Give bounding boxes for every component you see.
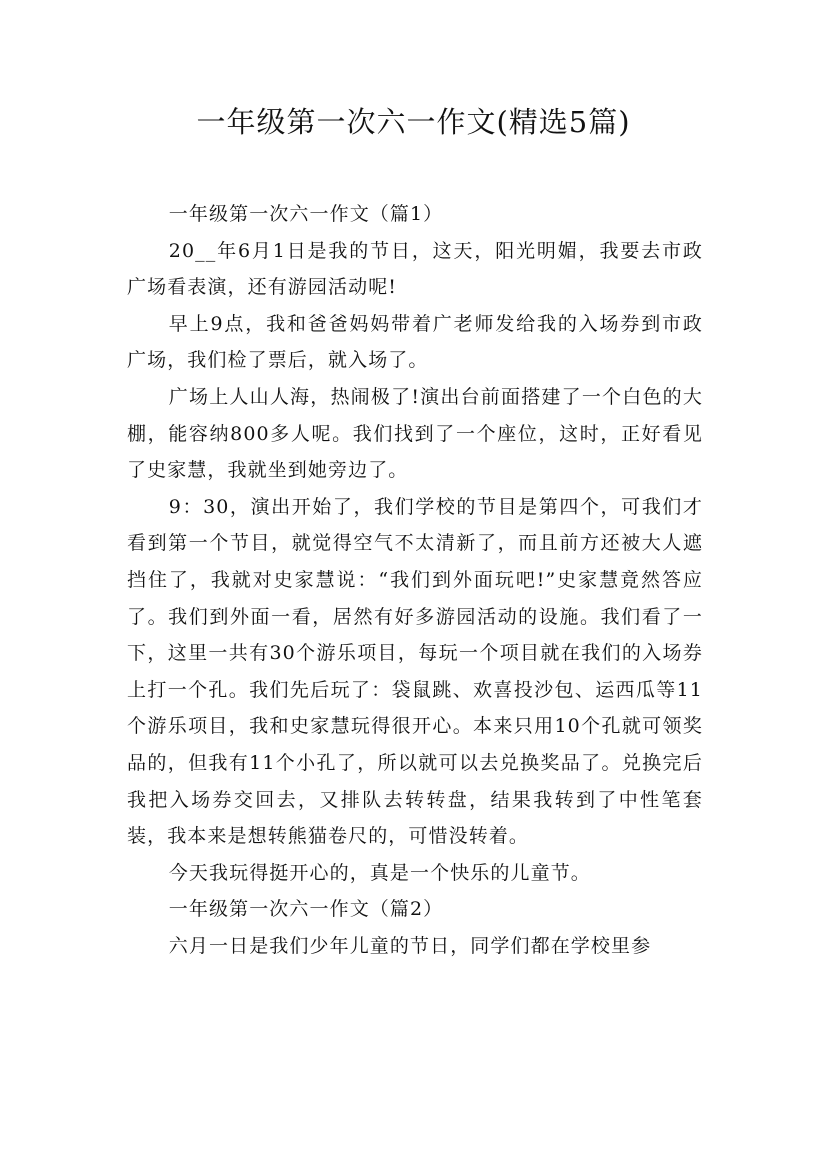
paragraph: 广场上人山人海，热闹极了!演出台前面搭建了一个白色的大棚，能容纳800多人呢。我们找到了一个座位，这时，正好看见了史家慧，我就坐到她旁边了。 (127, 385, 703, 482)
section-heading: 一年级第一次六一作文（篇1） (168, 203, 444, 225)
paragraph: 9：30，演出开始了，我们学校的节目是第四个，可我们才看到第一个节目，就觉得空气不太清新了，而且前方还被大人遮挡住了，我就对史家慧说：“我们到外面玩吧!”史家慧竟然答应了。我们到外面一看，居然有好多游园活动的设施。我们看了一下，这里一共有30个游乐项目，每玩一个项目就在我们的入场券上打一个孔。我们先后玩了：袋鼠跳、欢喜投沙包、运西瓜等11个游乐项目，我和史家慧玩得很开心。本来只用10个孔就可领奖品的，但我有11个小孔了，所以就可以去兑换奖品了。兑换完后我把入场券交回去，又排队去转转盘，结果我转到了中性笔套装，我本来是想转熊猫卷尺的，可惜没转着。 (127, 495, 703, 848)
document-title: 一年级第一次六一作文(精选5篇) (196, 105, 631, 139)
paragraph: 20__年6月1日是我的节日，这天，阳光明媚，我要去市政广场看表演，还有游园活动呢! (127, 239, 703, 299)
section-heading: 一年级第一次六一作文（篇2） (168, 898, 444, 921)
paragraph: 今天我玩得挺开心的，真是一个快乐的儿童节。 (168, 861, 591, 884)
paragraph: 早上9点，我和爸爸妈妈带着广老师发给我的入场券到市政广场，我们检了票后，就入场了。 (127, 312, 703, 372)
paragraph: 六月一日是我们少年儿童的节日，同学们都在学校里参 (168, 934, 652, 957)
document-body (127, 196, 703, 964)
